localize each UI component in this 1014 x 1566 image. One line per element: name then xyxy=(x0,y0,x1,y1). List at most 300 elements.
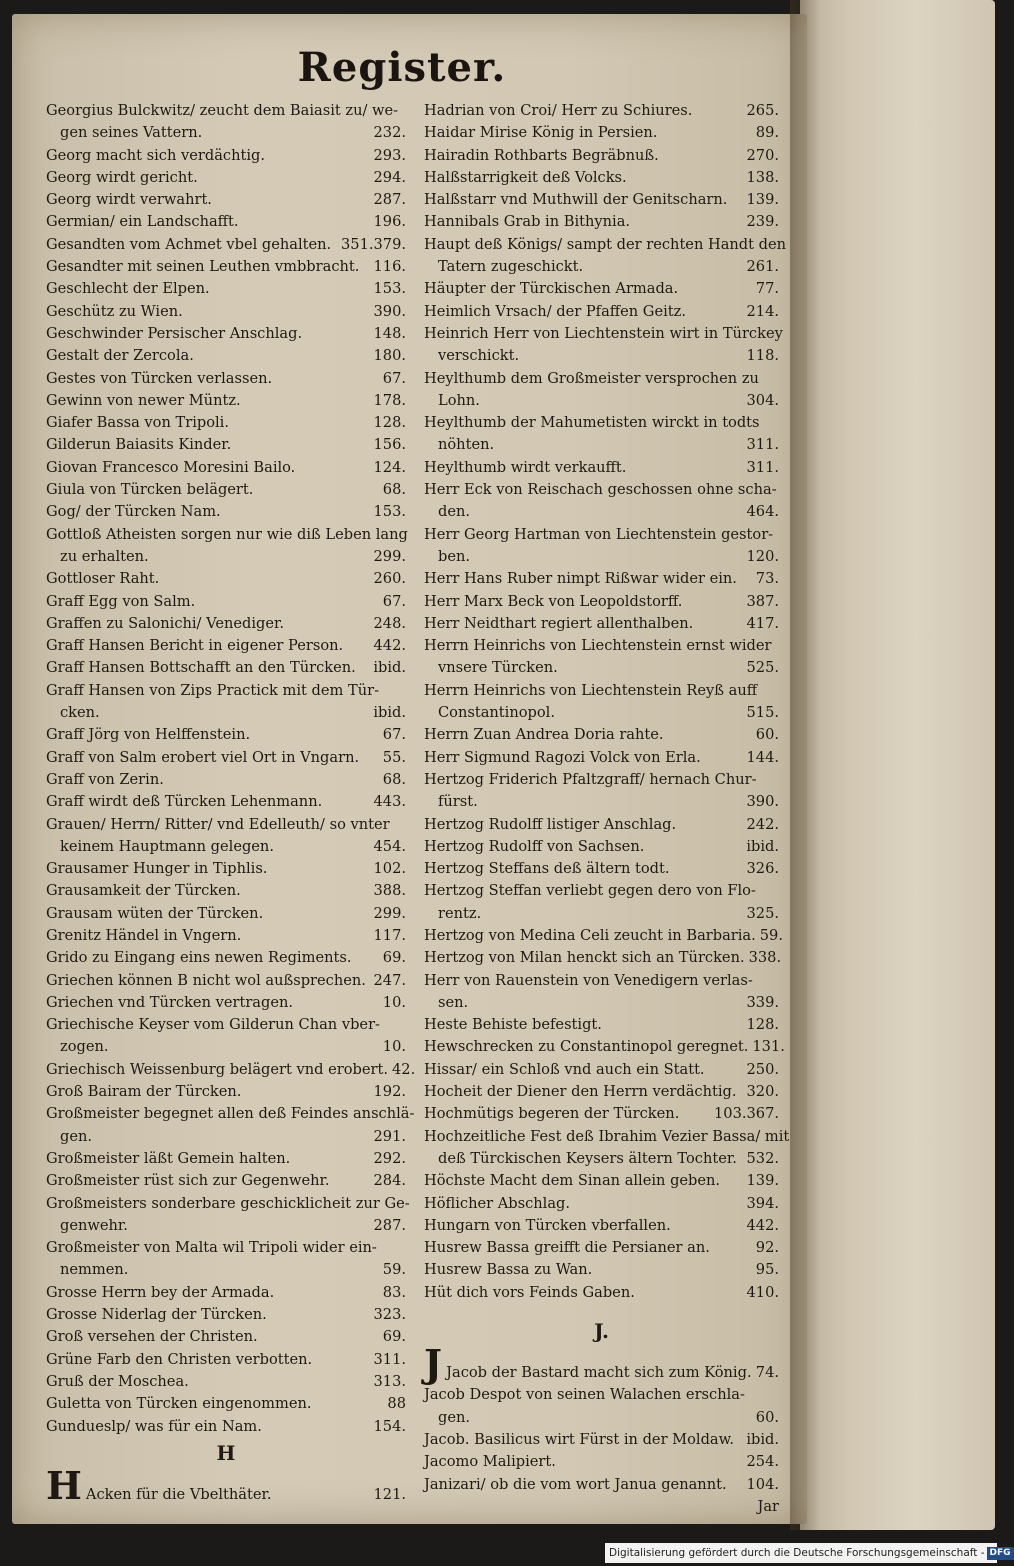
index-entry xyxy=(46,925,406,947)
index-entry xyxy=(46,680,406,702)
index-entry xyxy=(424,1259,779,1281)
index-entry xyxy=(424,1237,779,1259)
page-number: 59. xyxy=(382,1261,406,1279)
entry-text: Herrn Heinrichs von Liechtenstein ernst wider xyxy=(424,637,772,655)
index-entry-continuation xyxy=(424,390,779,412)
index-entry xyxy=(46,724,406,746)
index-entry xyxy=(46,1326,406,1348)
entry-text: Heylthumb wirdt verkaufft. xyxy=(424,458,627,476)
entry-text: genwehr. xyxy=(60,1216,128,1234)
page-number: 292. xyxy=(373,1149,406,1167)
page-number: 311. xyxy=(746,436,779,454)
page-number: 293. xyxy=(373,146,406,164)
index-entry xyxy=(46,234,406,256)
page-number: 144. xyxy=(746,748,779,766)
entry-text: Graffen zu Salonichi/ Venediger. xyxy=(46,614,284,632)
page-number: 138. xyxy=(746,168,779,186)
entry-text: Jacomo Malipiert. xyxy=(424,1453,556,1471)
entry-text: Lohn. xyxy=(438,391,480,409)
index-entry xyxy=(46,100,406,122)
page-number: 248. xyxy=(373,614,406,632)
page-number: ibid. xyxy=(746,837,779,855)
index-entry xyxy=(46,1014,406,1036)
entry-text: gen. xyxy=(438,1408,471,1426)
index-entry xyxy=(424,635,779,657)
page-number: 92. xyxy=(755,1239,779,1257)
index-entry xyxy=(424,1451,779,1473)
index-entry xyxy=(424,1429,779,1451)
entry-text: Graff Egg von Salm. xyxy=(46,592,196,610)
initial-letter: H xyxy=(46,1462,82,1508)
entry-text: Grenitz Händel in Vngern. xyxy=(46,926,242,944)
index-entry xyxy=(46,568,406,590)
entry-text: Heimlich Vrsach/ der Pfaffen Geitz. xyxy=(424,302,686,320)
entry-text: Herrn Heinrichs von Liechtenstein Reyß auff xyxy=(424,681,758,699)
entry-text: den. xyxy=(438,503,471,521)
index-entry-continuation xyxy=(424,501,779,523)
index-entry xyxy=(46,145,406,167)
entry-text: Heylthumb dem Großmeister versprochen zu xyxy=(424,369,759,387)
entry-text: Gottloser Raht. xyxy=(46,570,160,588)
page-number: 131. xyxy=(752,1038,785,1056)
page-number: 326. xyxy=(746,860,779,878)
entry-text: Großmeister läßt Gemein halten. xyxy=(46,1149,291,1167)
index-entry xyxy=(46,591,406,613)
index-entry-continuation xyxy=(424,702,779,724)
entry-text: Gruß der Moschea. xyxy=(46,1372,189,1390)
entry-text: Geschlecht der Elpen. xyxy=(46,280,210,298)
entry-text: Husrew Bassa zu Wan. xyxy=(424,1261,593,1279)
entry-text: Großmeister begegnet allen deß Feindes anschlä- xyxy=(46,1105,415,1123)
page-number: 525. xyxy=(746,659,779,677)
page-number: 60. xyxy=(755,1408,779,1426)
index-entry-continuation xyxy=(424,256,779,278)
index-entry xyxy=(46,1237,406,1259)
page-number: 442. xyxy=(746,1216,779,1234)
entry-text: Herr Hans Ruber nimpt Rißwar wider ein. xyxy=(424,570,737,588)
index-entry xyxy=(46,524,406,546)
index-entry xyxy=(46,1349,406,1371)
page-number: 339. xyxy=(746,993,779,1011)
page-number: 124. xyxy=(373,458,406,476)
entry-text: Grauen/ Herrn/ Ritter/ vnd Edelleuth/ so vnter xyxy=(46,815,390,833)
index-entry xyxy=(46,1304,406,1326)
index-entry xyxy=(424,211,779,233)
index-entry xyxy=(424,680,779,702)
page-number: 83. xyxy=(382,1283,406,1301)
page-number: 284. xyxy=(373,1172,406,1190)
page-number: 323. xyxy=(373,1306,406,1324)
page-number: 320. xyxy=(746,1083,779,1101)
page-number: 291. xyxy=(373,1127,406,1145)
entry-text: Griechen können B nicht wol außsprechen. xyxy=(46,971,366,989)
index-entry xyxy=(46,1103,415,1125)
index-entry xyxy=(46,301,406,323)
index-entry xyxy=(424,234,787,256)
page-number: 254. xyxy=(746,1453,779,1471)
index-entry xyxy=(424,1081,779,1103)
entry-text: Acken für die Vbelthäter. xyxy=(85,1485,272,1503)
entry-text: Janizari/ ob die vom wort Janua genannt. xyxy=(424,1475,727,1493)
page-number: 77. xyxy=(755,280,779,298)
entry-text: Giula von Türcken belägert. xyxy=(46,481,254,499)
page-number: 69. xyxy=(382,1328,406,1346)
page-number: 67. xyxy=(382,726,406,744)
page-number: 351.379. xyxy=(341,235,406,253)
page-number: 180. xyxy=(373,347,406,365)
catchword: Jar xyxy=(757,1497,779,1515)
index-entry xyxy=(424,100,779,122)
entry-text: Griechisch Weissenburg belägert vnd erobert. xyxy=(46,1060,388,1078)
page-number: 287. xyxy=(373,1216,406,1234)
entry-text: Graff Hansen von Zips Practick mit dem Tür- xyxy=(46,681,380,699)
index-entry xyxy=(46,390,406,412)
index-entry xyxy=(424,568,779,590)
entry-text: verschickt. xyxy=(438,347,520,365)
entry-text: ben. xyxy=(438,547,471,565)
index-entry xyxy=(46,970,406,992)
index-entry xyxy=(46,501,406,523)
page-number: 390. xyxy=(373,302,406,320)
page-number: 311. xyxy=(746,458,779,476)
entry-text: zogen. xyxy=(60,1038,109,1056)
index-entry-continuation xyxy=(46,836,406,858)
index-entry xyxy=(46,345,406,367)
page-number: 532. xyxy=(746,1149,779,1167)
entry-text: Hewschrecken zu Constantinopol geregnet. xyxy=(424,1038,749,1056)
index-entry xyxy=(424,1036,785,1058)
entry-text: Hertzog Friderich Pfaltzgraff/ hernach Chur- xyxy=(424,770,757,788)
index-entry xyxy=(424,1384,779,1406)
entry-text: Gesandten vom Achmet vbel gehalten. xyxy=(46,235,332,253)
page-number: 67. xyxy=(382,369,406,387)
entry-text: Giovan Francesco Moresini Bailo. xyxy=(46,458,296,476)
page-number: 270. xyxy=(746,146,779,164)
index-entry xyxy=(46,1462,406,1508)
index-entry-continuation xyxy=(46,1126,406,1148)
page-number: 121. xyxy=(373,1485,406,1503)
index-entry xyxy=(424,1103,779,1125)
index-entry xyxy=(46,880,406,902)
entry-text: Graff wirdt deß Türcken Lehenmann. xyxy=(46,793,323,811)
entry-text: Tatern zugeschickt. xyxy=(438,258,584,276)
page-number: 153. xyxy=(373,280,406,298)
page-number: 442. xyxy=(373,637,406,655)
entry-text: Heste Behiste befestigt. xyxy=(424,1016,602,1034)
page-number: ibid. xyxy=(373,704,406,722)
index-entry xyxy=(46,1081,406,1103)
index-entry xyxy=(46,412,406,434)
page-number: 10. xyxy=(382,1038,406,1056)
index-entry xyxy=(424,167,779,189)
index-entry-continuation xyxy=(46,546,406,568)
page-number: 192. xyxy=(373,1083,406,1101)
index-entry xyxy=(46,769,406,791)
page-number: 68. xyxy=(382,770,406,788)
index-entry xyxy=(424,1126,790,1148)
entry-text: Gundueslp/ was für ein Nam. xyxy=(46,1417,262,1435)
index-entry xyxy=(46,992,406,1014)
page-number: 103.367. xyxy=(714,1105,779,1123)
index-entry xyxy=(424,1059,779,1081)
page-number: 239. xyxy=(746,213,779,231)
index-entry xyxy=(424,858,779,880)
index-entry xyxy=(424,947,782,969)
index-entry xyxy=(46,278,406,300)
entry-text: Hochmütigs begeren der Türcken. xyxy=(424,1105,680,1123)
index-entry-continuation xyxy=(424,903,779,925)
index-entry xyxy=(46,947,406,969)
entry-text: rentz. xyxy=(438,904,482,922)
entry-text: Grausam wüten der Türcken. xyxy=(46,904,264,922)
page-number: 60. xyxy=(755,726,779,744)
entry-text: Graff von Zerin. xyxy=(46,770,164,788)
entry-text: Giafer Bassa von Tripoli. xyxy=(46,414,229,432)
page-fold-shadow xyxy=(790,0,820,1530)
page-number: 313. xyxy=(373,1372,406,1390)
entry-text: Großmeisters sonderbare geschicklicheit zur Ge- xyxy=(46,1194,410,1212)
index-entry-continuation xyxy=(424,1148,779,1170)
entry-text: Gestes von Türcken verlassen. xyxy=(46,369,273,387)
entry-text: Germian/ ein Landschafft. xyxy=(46,213,239,231)
index-entry xyxy=(46,814,406,836)
index-entry xyxy=(424,814,779,836)
entry-text: Herr von Rauenstein von Venedigern verlas- xyxy=(424,971,753,989)
page-number: 68. xyxy=(382,481,406,499)
entry-text: Höchste Macht dem Sinan allein geben. xyxy=(424,1172,721,1190)
entry-text: Grosse Herrn bey der Armada. xyxy=(46,1283,275,1301)
index-entry xyxy=(46,256,406,278)
entry-text: Gesandter mit seinen Leuthen vmbbracht. xyxy=(46,258,360,276)
page-number: 311. xyxy=(373,1350,406,1368)
page-number: 232. xyxy=(373,124,406,142)
entry-text: Hertzog Rudolff listiger Anschlag. xyxy=(424,815,677,833)
index-entry-continuation xyxy=(46,122,406,144)
index-entry xyxy=(424,479,779,501)
page-number: 394. xyxy=(746,1194,779,1212)
page-number: 464. xyxy=(746,503,779,521)
index-entry-continuation xyxy=(424,546,779,568)
entry-text: Gottloß Atheisten sorgen nur wie diß Leben lang xyxy=(46,525,408,543)
page-number: 42. xyxy=(392,1060,416,1078)
facing-page-edge xyxy=(800,0,995,1530)
entry-text: Großmeister von Malta wil Tripoli wider ein- xyxy=(46,1239,377,1257)
index-entry xyxy=(46,635,406,657)
entry-text: Grüne Farb den Christen verbotten. xyxy=(46,1350,313,1368)
index-entry xyxy=(46,1193,410,1215)
index-entry xyxy=(424,368,779,390)
page-number: 417. xyxy=(746,614,779,632)
index-entry xyxy=(424,613,779,635)
index-entry xyxy=(424,189,779,211)
entry-text: Gilderun Baiasits Kinder. xyxy=(46,436,232,454)
entry-text: Hairadin Rothbarts Begräbnuß. xyxy=(424,146,659,164)
entry-text: Heylthumb der Mahumetisten wirckt in todts xyxy=(424,414,760,432)
index-entry xyxy=(46,791,406,813)
dfg-logo: DFG xyxy=(987,1547,1014,1560)
entry-text: Höflicher Abschlag. xyxy=(424,1194,571,1212)
entry-text: Griechische Keyser vom Gilderun Chan vber- xyxy=(46,1016,380,1034)
page-number: 265. xyxy=(746,102,779,119)
index-entry xyxy=(46,613,406,635)
page-number: 102. xyxy=(373,860,406,878)
entry-text: Guletta von Türcken eingenommen. xyxy=(46,1395,312,1413)
page-number: 260. xyxy=(373,570,406,588)
entry-text: Häupter der Türckischen Armada. xyxy=(424,280,679,298)
entry-text: Husrew Bassa greifft die Persianer an. xyxy=(424,1239,710,1257)
page-number: 287. xyxy=(373,191,406,209)
entry-text: Halßstarr vnd Muthwill der Genitscharn. xyxy=(424,191,728,209)
entry-text: Grido zu Eingang eins newen Regiments. xyxy=(46,949,352,967)
page-number: 153. xyxy=(373,503,406,521)
page-number: 116. xyxy=(373,258,406,276)
entry-text: fürst. xyxy=(438,793,478,811)
page-number: 443. xyxy=(373,793,406,811)
index-entry-continuation xyxy=(424,434,779,456)
entry-text: Geschwinder Persischer Anschlag. xyxy=(46,324,303,342)
entry-text: Heinrich Herr von Liechtenstein wirt in Türckey xyxy=(424,324,783,342)
index-entry xyxy=(424,836,779,858)
page-number: 128. xyxy=(373,414,406,432)
page-number: 148. xyxy=(373,324,406,342)
index-entry xyxy=(46,167,406,189)
entry-text: Groß versehen der Christen. xyxy=(46,1328,258,1346)
entry-text: Hüt dich vors Feinds Gaben. xyxy=(424,1283,635,1301)
page-number: 299. xyxy=(373,547,406,565)
index-entry xyxy=(46,323,406,345)
entry-text: Graff Hansen Bottschafft an den Türcken. xyxy=(46,659,356,677)
entry-text: Geschütz zu Wien. xyxy=(46,302,183,320)
page-number: 410. xyxy=(746,1283,779,1301)
index-entry xyxy=(424,122,779,144)
page-number: 454. xyxy=(373,837,406,855)
entry-text: Hertzog Steffans deß ältern todt. xyxy=(424,860,670,878)
page-number: 88 xyxy=(387,1395,406,1413)
entry-text: gen seines Vattern. xyxy=(60,124,203,142)
entry-text: Hertzog Rudolff von Sachsen. xyxy=(424,837,645,855)
page-number: 214. xyxy=(746,302,779,320)
index-entry xyxy=(46,1416,406,1438)
page-number: 387. xyxy=(746,592,779,610)
index-entry xyxy=(424,1474,779,1496)
index-entry-continuation xyxy=(424,1407,779,1429)
entry-text: Hungarn von Türcken vberfallen. xyxy=(424,1216,671,1234)
index-entry xyxy=(46,1282,406,1304)
index-entry xyxy=(46,1371,406,1393)
page-number: 10. xyxy=(382,993,406,1011)
index-entry xyxy=(46,368,406,390)
entry-text: Graff von Salm erobert viel Ort in Vngarn. xyxy=(46,748,360,766)
index-entry xyxy=(424,1193,779,1215)
index-entry xyxy=(424,1014,779,1036)
index-entry xyxy=(46,457,406,479)
entry-text: Gewinn von newer Müntz. xyxy=(46,391,241,409)
entry-text: Jacob der Bastard macht sich zum König. xyxy=(446,1364,752,1382)
page-number: 89. xyxy=(755,124,779,142)
index-entry xyxy=(424,747,779,769)
index-entry xyxy=(424,970,779,992)
page-number: 59. xyxy=(759,926,783,944)
entry-text: Hochzeitliche Fest deß Ibrahim Vezier Bassa/ mit xyxy=(424,1127,790,1145)
entry-text: Hissar/ ein Schloß vnd auch ein Statt. xyxy=(424,1060,705,1078)
entry-text: Grausamkeit der Türcken. xyxy=(46,882,241,900)
page-number: 388. xyxy=(373,882,406,900)
page-number: 73. xyxy=(755,570,779,588)
page-number: 95. xyxy=(755,1261,779,1279)
index-entry xyxy=(424,880,779,902)
entry-text: Herr Eck von Reischach geschossen ohne scha- xyxy=(424,481,777,499)
entry-text: Haidar Mirise König in Persien. xyxy=(424,124,658,142)
index-entry xyxy=(46,479,406,501)
entry-text: Griechen vnd Türcken vertragen. xyxy=(46,993,294,1011)
entry-text: nemmen. xyxy=(60,1261,129,1279)
entry-text: deß Türckischen Keysers ältern Tochter. xyxy=(438,1149,737,1167)
entry-text: Hertzog von Milan henckt sich an Türcken. xyxy=(424,949,745,967)
page-number: ibid. xyxy=(746,1430,779,1448)
index-entry-continuation xyxy=(46,1036,406,1058)
footer-credit xyxy=(605,1543,1011,1563)
index-entry xyxy=(424,591,779,613)
index-entry xyxy=(424,145,779,167)
entry-text: Jacob. Basilicus wirt Fürst in der Moldaw. xyxy=(424,1430,735,1448)
index-entry xyxy=(46,858,406,880)
index-entry-continuation xyxy=(424,657,779,679)
entry-text: Herr Marx Beck von Leopoldstorff. xyxy=(424,592,683,610)
page-number: 120. xyxy=(746,547,779,565)
entry-text: keinem Hauptmann gelegen. xyxy=(60,837,274,855)
page-number: 261. xyxy=(746,258,779,276)
page-number: 250. xyxy=(746,1060,779,1078)
left-column xyxy=(46,100,416,1508)
entry-text: Herr Neidthart regiert allenthalben. xyxy=(424,614,694,632)
entry-text: nöhten. xyxy=(438,436,495,454)
index-entry-continuation xyxy=(46,702,406,724)
index-entry xyxy=(424,925,783,947)
right-column xyxy=(424,100,790,1518)
entry-text: gen. xyxy=(60,1127,93,1145)
index-entry xyxy=(46,747,406,769)
index-entry xyxy=(46,1170,406,1192)
page-number: ibid. xyxy=(373,659,406,677)
entry-text: Herr Sigmund Ragozi Volck von Erla. xyxy=(424,748,701,766)
page-number: 117. xyxy=(373,926,406,944)
page-number: 515. xyxy=(746,704,779,722)
entry-text: Georg wirdt gericht. xyxy=(46,168,198,186)
index-entry xyxy=(424,769,779,791)
entry-text: Grosse Niderlag der Türcken. xyxy=(46,1306,267,1324)
page-number: 304. xyxy=(746,391,779,409)
page-number: 128. xyxy=(746,1016,779,1034)
index-entry xyxy=(424,1215,779,1237)
entry-text: Jacob Despot von seinen Walachen erschla- xyxy=(424,1386,745,1404)
index-entry xyxy=(46,903,406,925)
page-number: 67. xyxy=(382,592,406,610)
entry-text: Hannibals Grab in Bithynia. xyxy=(424,213,631,231)
page-number: 139. xyxy=(746,191,779,209)
entry-text: Hertzog Steffan verliebt gegen dero von Flo- xyxy=(424,882,756,900)
index-entry xyxy=(46,1148,406,1170)
index-entry xyxy=(46,657,406,679)
entry-text: zu erhalten. xyxy=(60,547,149,565)
index-entry xyxy=(424,524,779,546)
page-number: 74. xyxy=(755,1364,779,1382)
page-number: 156. xyxy=(373,436,406,454)
entry-text: Großmeister rüst sich zur Gegenwehr. xyxy=(46,1172,330,1190)
index-entry xyxy=(46,434,406,456)
index-entry xyxy=(46,1059,416,1081)
entry-text: Haupt deß Königs/ sampt der rechten Handt den xyxy=(424,235,787,253)
index-entry xyxy=(46,211,406,233)
